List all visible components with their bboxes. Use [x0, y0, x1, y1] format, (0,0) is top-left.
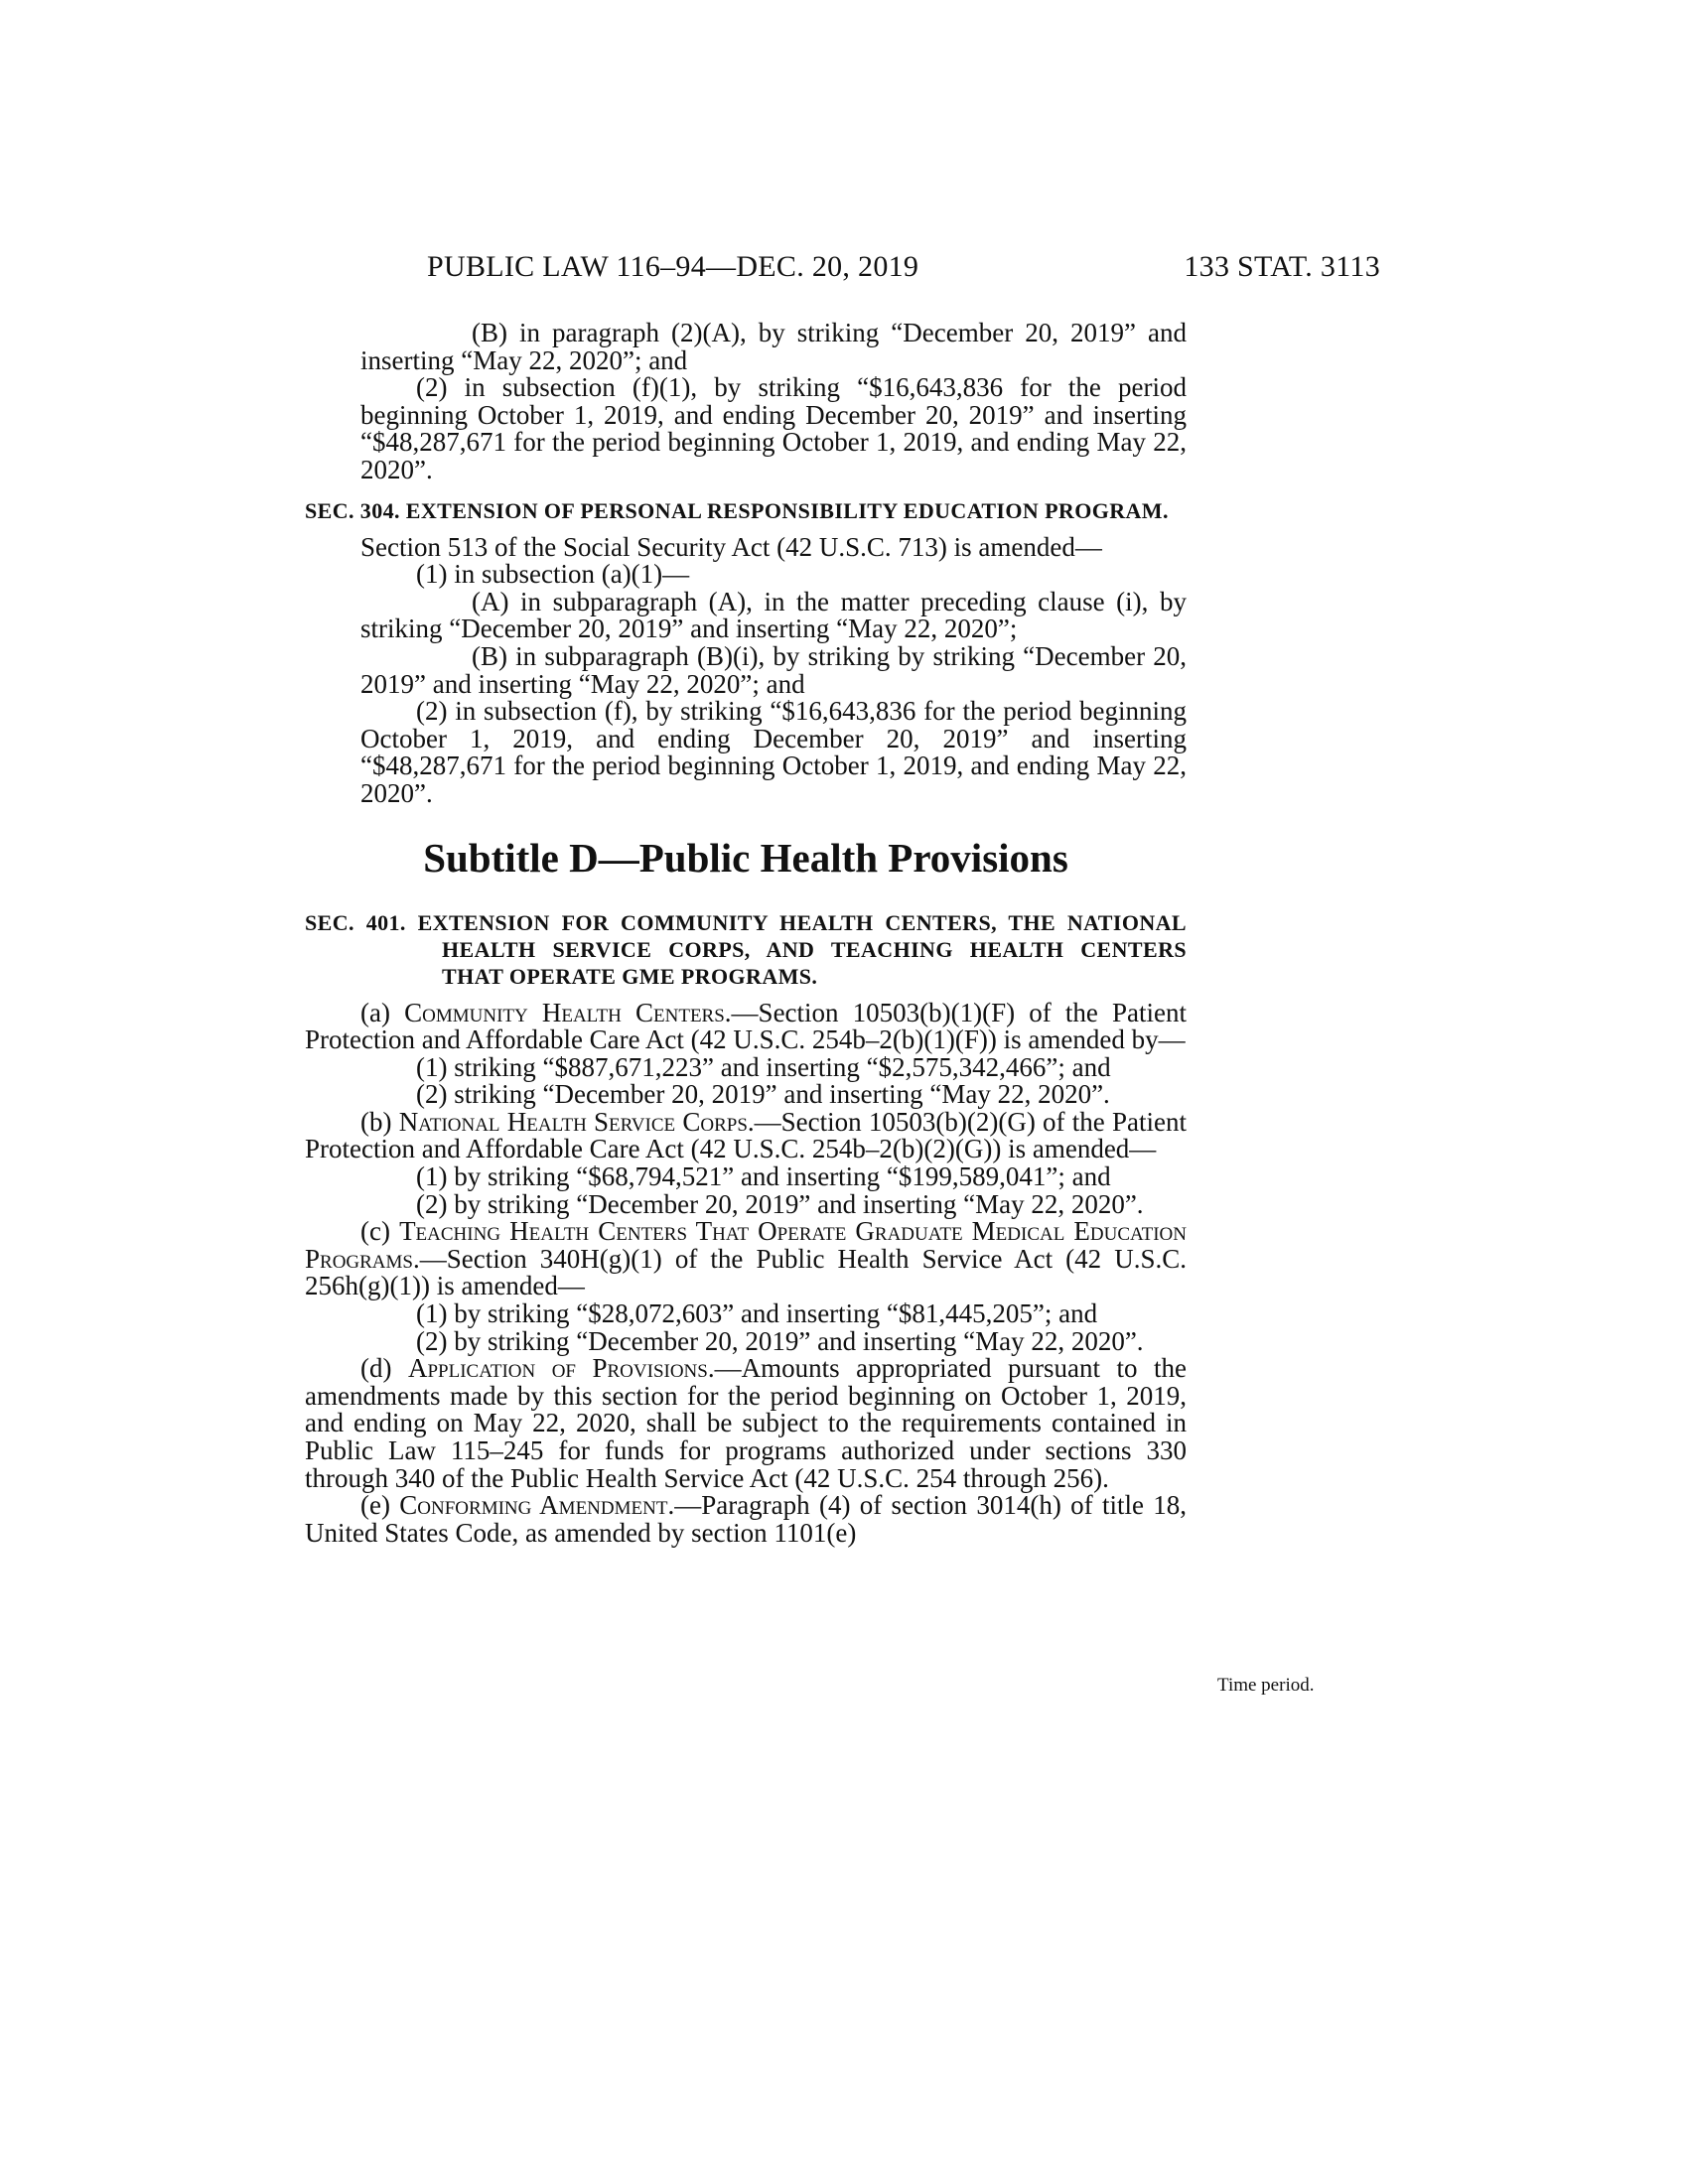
section-304-paragraph-1: (1) in subsection (a)(1)—: [416, 559, 690, 590]
carryover-subparagraph-b: (B) in paragraph (2)(A), by striking “December 20, 2019” and inserting “May 22, 2020”; and: [360, 318, 1187, 375]
subsection-a-paragraph-1: (1) striking “$887,671,223” and inserting “$2,575,342,466”; and: [416, 1051, 1111, 1082]
subsection-d-caption: Application of Provisions: [407, 1353, 708, 1384]
subsection-d-text: .—Amounts appropriated pursuant to the amendments made by this section for the period beginning on October 1, 2019, and ending on May 22, 2020, shall be subject to the requirements contained in Public Law 115–245 for funds for programs authorized under sections 330 through 340 of the Public Health Service Act (42 U.S.C. 254 through 256).: [305, 1353, 1187, 1493]
section-304-intro: Section 513 of the Social Security Act (42 U.S.C. 713) is amended—: [360, 531, 1102, 562]
subsection-b-text: .—Section 10503(b)(2)(G) of the Patient Protection and Affordable Care Act (42 U.S.C. 254b–2(b)(2)(G)) is amended—: [305, 1106, 1187, 1164]
subsection-e: [305, 1492, 1187, 1547]
subsection-b-caption: National Health Service Corps: [398, 1106, 748, 1137]
subsection-e-label: (e): [360, 1490, 400, 1521]
subsection-c-paragraph-2: (2) by striking “December 20, 2019” and inserting “May 22, 2020”.: [416, 1325, 1144, 1356]
subsection-e-text: .—Paragraph (4) of section 3014(h) of title 18, United States Code, as amended by section 1101(e): [305, 1490, 1187, 1548]
subtitle-heading: Subtitle D—Public Health Provisions: [423, 834, 1068, 881]
margin-note: Time period.: [1217, 1675, 1315, 1696]
subsection-c-label: (c): [360, 1216, 400, 1247]
section-401-heading: SEC. 401. EXTENSION FOR COMMUNITY HEALTH CENTERS, THE NATIONAL HEALTH SERVICE CORPS, AND TEACHING HEALTH CENTERS THAT OPERATE GME PROGRAMS.: [305, 909, 1187, 989]
running-head: [427, 250, 1380, 290]
subsection-c: [305, 1218, 1187, 1300]
section-304-subparagraph-a: (A) in subparagraph (A), in the matter preceding clause (i), by striking “December 20, 2019” and inserting “May 22, 2020”;: [360, 586, 1187, 644]
section-304-paragraph-2: (2) in subsection (f), by striking “$16,643,836 for the period beginning October 1, 2019, and ending December 20, 2019” and inserting “$48,287,671 for the period beginning October 1, 2019, and ending May 22, 2020”.: [360, 696, 1187, 808]
subsection-a: [305, 997, 1187, 1055]
body-text: [305, 320, 1187, 1547]
subsection-a-label: (a): [360, 997, 405, 1027]
statutes-page-number: 133 STAT. 3113: [1184, 250, 1380, 283]
subsection-a-paragraph-2: (2) striking “December 20, 2019” and inserting “May 22, 2020”.: [416, 1079, 1110, 1110]
subsection-a-caption: Community Health Centers: [404, 997, 725, 1027]
subsection-b-paragraph-1: (1) by striking “$68,794,521” and inserting “$199,589,041”; and: [416, 1161, 1111, 1192]
subsection-b: [305, 1106, 1187, 1164]
section-304-subparagraph-b: (B) in subparagraph (B)(i), by striking by striking “December 20, 2019” and inserting “May 22, 2020”; and: [360, 640, 1187, 699]
subsection-c-caption: Teaching Health Centers That Operate Graduate Medical Education Programs: [305, 1216, 1188, 1274]
subsection-d: [305, 1355, 1187, 1492]
subsection-b-label: (b): [360, 1106, 399, 1137]
carryover-paragraph-2: (2) in subsection (f)(1), by striking “$16,643,836 for the period beginning October 1, 2019, and ending December 20, 2019” and inserting “$48,287,671 for the period beginning October 1, 2019, and ending May 22, 2020”.: [360, 372, 1187, 484]
subsection-c-paragraph-1: (1) by striking “$28,072,603” and inserting “$81,445,205”; and: [416, 1298, 1098, 1329]
subsection-b-paragraph-2: (2) by striking “December 20, 2019” and inserting “May 22, 2020”.: [416, 1188, 1144, 1219]
public-law-citation: PUBLIC LAW 116–94—DEC. 20, 2019: [427, 250, 919, 283]
subsection-e-caption: Conforming Amendment: [399, 1490, 668, 1521]
section-304-heading: SEC. 304. EXTENSION OF PERSONAL RESPONSIBILITY EDUCATION PROGRAM.: [305, 497, 1169, 523]
subsection-c-text: .—Section 340H(g)(1) of the Public Health Service Act (42 U.S.C. 256h(g)(1)) is amended—: [305, 1243, 1187, 1301]
subsection-a-text: .—Section 10503(b)(1)(F) of the Patient Protection and Affordable Care Act (42 U.S.C. 254b–2(b)(1)(F)) is amended by—: [305, 997, 1187, 1055]
subsection-d-label: (d): [360, 1353, 408, 1384]
